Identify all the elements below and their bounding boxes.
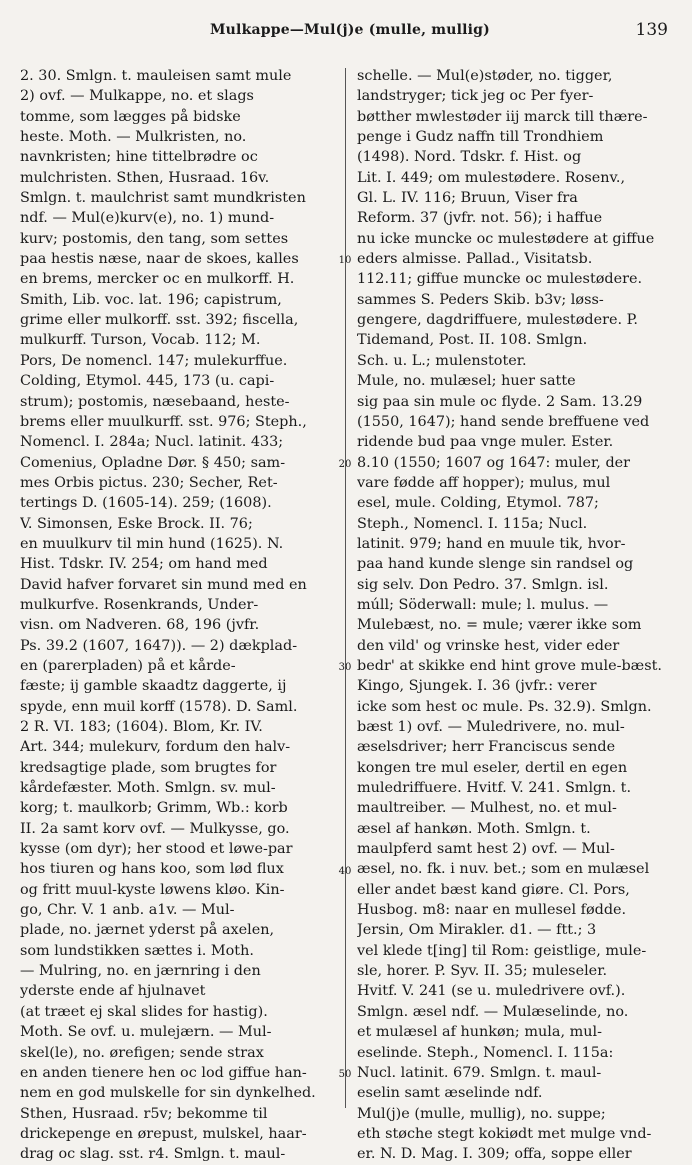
text-line: skel(le), no. ørefigen; sende strax: [20, 1044, 264, 1061]
text-line: Kingo, Sjungek. I. 36 (jvfr.: verer: [357, 678, 597, 695]
text-line: Husbog. m8: naar en mullesel fødde.: [357, 902, 627, 919]
text-line: gengere, dagdriffuere, mulestødere. P.: [357, 312, 638, 329]
text-line: Ps. 39.2 (1607, 1647)). — 2) dækplad-: [20, 637, 298, 654]
text-line: nu icke muncke oc mulestødere at giffue: [357, 230, 655, 247]
text-line: og fritt muul-kyste løwens kløo. Kin-: [20, 881, 285, 898]
text-line: landstryger; tick jeg oc Per fyer-: [357, 88, 594, 105]
text-line: sig selv. Don Pedro. 37. Smlgn. isl.: [357, 576, 609, 593]
text-line: plade, no. jærnet yderst på axelen,: [20, 922, 275, 939]
text-line: Steph., Nomencl. I. 115a; Nucl.: [357, 515, 588, 532]
running-head: Mulkappe—Mul(j)e (mulle, mullig): [209, 22, 490, 38]
text-line: vel klede t[ing] til Rom: geistlige, mule-: [357, 942, 647, 959]
text-line: Lit. I. 449; om mulestødere. Rosenv.,: [357, 169, 626, 186]
text-line: sle, horer. P. Syv. II. 35; muleseler.: [357, 963, 608, 980]
text-line: latinit. 979; hand en muule tik, hvor-: [357, 535, 626, 552]
text-line: esel, mule. Colding, Etymol. 787;: [357, 495, 599, 512]
text-line: Mule, no. mulæsel; huer satte: [357, 373, 576, 390]
text-line: drag oc slag. sst. r4. Smlgn. t. maul-: [20, 1146, 286, 1163]
line-number-marker: 30: [338, 662, 352, 674]
text-line: æsel, no. fk. i nuv. bet.; som en mulæsel: [357, 861, 650, 878]
text-line: brems eller muulkurff. sst. 976; Steph.,: [20, 413, 307, 430]
line-number-marker: 10: [338, 255, 352, 267]
text-line: sig paa sin mule oc flyde. 2 Sam. 13.29: [357, 393, 643, 410]
text-line: bæst 1) ovf. — Muledrivere, no. mul-: [357, 719, 625, 735]
text-line: (1550, 1647); hand sende breffuene ved: [357, 413, 650, 430]
text-line: Colding, Etymol. 445, 173 (u. capi-: [20, 373, 275, 390]
text-line: hos tiuren og hans koo, som lød flux: [20, 861, 284, 878]
text-line: tomme, som lægges på bidske: [20, 108, 241, 125]
text-line: tertings D. (1605-14). 259; (1608).: [20, 495, 272, 512]
text-line: kurv; postomis, den tang, som settes: [20, 230, 289, 247]
text-line: Hist. Tdskr. IV. 254; om hand med: [20, 556, 268, 573]
text-line: go, Chr. V. 1 anb. a1v. — Mul-: [20, 902, 235, 919]
text-line: eselinde. Steph., Nomencl. I. 115a:: [357, 1044, 614, 1061]
text-line: 112.11; giffue muncke oc mulestødere.: [357, 271, 643, 288]
column-divider: [345, 68, 346, 1108]
text-line: heste. Moth. — Mulkristen, no.: [20, 129, 247, 146]
text-line: Moth. Se ovf. u. mulejærn. — Mul-: [20, 1024, 272, 1041]
text-line: maulpferd samt hest 2) ovf. — Mul-: [357, 841, 615, 858]
text-line: kredsagtige plade, som brugtes for: [20, 759, 277, 776]
text-line: Smith, Lib. voc. lat. 196; capistrum,: [20, 291, 282, 308]
text-line: kysse (om dyr); her stood et løwe-par: [20, 841, 293, 858]
text-line: grime eller mulkorff. sst. 392; fiscella,: [20, 312, 299, 329]
text-line: Smlgn. t. maulchrist samt mundkristen: [20, 190, 306, 207]
text-line: ndf. — Mul(e)kurv(e), no. 1) mund-: [20, 210, 275, 227]
line-number-marker: 40: [338, 865, 352, 877]
text-line: en anden tienere hen oc lod giffue han-: [20, 1064, 307, 1081]
page-number: 139: [635, 20, 668, 40]
text-line: et mulæsel af hunkøn; mula, mul-: [357, 1024, 602, 1041]
text-line: mulkurfve. Rosenkrands, Under-: [20, 596, 259, 613]
text-line: Nucl. latinit. 679. Smlgn. t. maul-: [357, 1064, 602, 1081]
text-line: eders almisse. Pallad., Visitatsb.: [357, 251, 593, 268]
text-line: muledriffuere. Hvitf. V. 241. Smlgn. t.: [357, 780, 632, 797]
line-number-marker: 50: [338, 1069, 352, 1081]
text-line: en (parerpladen) på et kårde-: [20, 657, 236, 674]
text-line: II. 2a samt korv ovf. — Mulkysse, go.: [20, 820, 290, 837]
text-line: Tidemand, Post. II. 108. Smlgn.: [357, 332, 588, 349]
text-line: bedr' at skikke end hint grove mule-bæst.: [357, 657, 662, 674]
line-number-marker: 20: [338, 458, 352, 470]
text-line: drickepenge en ørepust, mulskel, haar-: [20, 1125, 307, 1142]
text-line: paa hand kunde slenge sin randsel og: [357, 556, 634, 573]
text-line: (at træet ej skal slides for hastig).: [20, 1003, 268, 1020]
text-line: icke som hest oc mule. Ps. 32.9). Smlgn.: [357, 698, 652, 715]
text-line: sammes S. Peders Skib. b3v; løss-: [357, 291, 604, 308]
text-line: mulkurff. Turson, Vocab. 112; M.: [20, 332, 261, 349]
text-line: Smlgn. æsel ndf. — Mulæselinde, no.: [357, 1003, 629, 1020]
text-line: visn. om Nadveren. 68, 196 (jvfr.: [20, 617, 260, 634]
text-line: penge i Gudz naffn till Trondhiem: [357, 129, 604, 146]
text-line: mulchristen. Sthen, Husraad. 16v.: [20, 169, 270, 186]
text-line: fæste; ij gamble skaadtz daggerte, ij: [20, 678, 287, 695]
text-line: Jersin, Om Mirakler. d1. — ftt.; 3: [357, 922, 597, 939]
text-line: navnkristen; hine tittelbrødre oc: [20, 149, 258, 166]
text-line: den vild' og vrinske hest, vider eder: [357, 637, 620, 654]
text-line: 2. 30. Smlgn. t. mauleisen samt mule: [20, 68, 292, 84]
text-line: V. Simonsen, Eske Brock. II. 76;: [20, 515, 253, 532]
text-line: Reform. 37 (jvfr. not. 56); i haffue: [357, 210, 603, 227]
text-line: paa hestis næse, naar de skoes, kalles: [20, 251, 299, 268]
text-line: vare fødde aff hopper); mulus, mul: [357, 474, 611, 491]
text-line: múll; Söderwall: mule; l. mulus. —: [357, 596, 609, 613]
text-line: David hafver forvaret sin mund med en: [20, 576, 307, 593]
text-line: eller andet bæst kand giøre. Cl. Pors,: [357, 881, 630, 898]
text-line: en brems, mercker oc en mulkorff. H.: [20, 271, 295, 288]
text-line: som lundstikken sættes i. Moth.: [20, 942, 254, 959]
text-line: yderste ende af hjulnavet: [20, 983, 206, 1000]
text-line: Pors, De nomencl. 147; mulekurffue.: [20, 352, 288, 369]
text-line: 8.10 (1550; 1607 og 1647: muler, der: [357, 454, 631, 471]
page-header: [24, 20, 676, 44]
text-line: spyde, enn muil korff (1578). D. Saml.: [20, 698, 298, 715]
text-line: Sthen, Husraad. r5v; bekomme til: [20, 1105, 268, 1122]
text-line: kårdefæster. Moth. Smlgn. sv. mul-: [20, 780, 276, 797]
text-line: Comenius, Opladne Dør. § 450; sam-: [20, 454, 286, 471]
text-line: kongen tre mul eseler, dertil en egen: [357, 759, 628, 776]
left-column: [20, 66, 338, 1165]
text-line: en muulkurv til min hund (1625). N.: [20, 535, 284, 552]
text-line: 2 R. VI. 183; (1604). Blom, Kr. IV.: [20, 719, 263, 735]
text-line: strum); postomis, næsebaand, heste-: [20, 393, 290, 410]
text-line: æsel af hankøn. Moth. Smlgn. t.: [357, 820, 591, 837]
text-line: Gl. L. IV. 116; Bruun, Viser fra: [357, 190, 578, 207]
text-line: Sch. u. L.; mulenstoter.: [357, 352, 527, 369]
text-line: Mulebæst, no. = mule; værer ikke som: [357, 617, 642, 634]
text-line: Art. 344; mulekurv, fordum den halv-: [20, 739, 291, 756]
text-line: korg; t. maulkorb; Grimm, Wb.: korb: [20, 800, 288, 817]
text-line: mes Orbis pictus. 230; Secher, Ret-: [20, 474, 278, 491]
text-line: er. N. D. Mag. I. 309; offa, soppe eller: [357, 1146, 632, 1163]
right-column: [357, 66, 679, 1165]
text-line: Nomencl. I. 284a; Nucl. latinit. 433;: [20, 434, 284, 451]
text-line: — Mulring, no. en jærnring i den: [20, 963, 261, 980]
text-line: ridende bud paa vnge muler. Ester.: [357, 434, 614, 451]
text-line: eselin samt æselinde ndf.: [357, 1085, 543, 1102]
text-line: nem en god mulskelle for sin dynkelhed.: [20, 1085, 316, 1102]
text-line: maultreiber. — Mulhest, no. et mul-: [357, 800, 617, 817]
text-line: Hvitf. V. 241 (se u. muledrivere ovf.).: [357, 983, 626, 1000]
text-line: æselsdriver; herr Franciscus sende: [357, 739, 616, 756]
text-line: Mul(j)e (mulle, mullig), no. suppe;: [357, 1105, 606, 1122]
text-line: bøtther mwlestøder iij marck till thære-: [357, 108, 648, 125]
text-line: 2) ovf. — Mulkappe, no. et slags: [20, 88, 254, 105]
text-line: eth støche stegt kokiødt met mulge vnd-: [357, 1125, 652, 1142]
text-line: schelle. — Mul(e)støder, no. tigger,: [357, 68, 613, 84]
text-line: (1498). Nord. Tdskr. f. Hist. og: [357, 149, 582, 166]
